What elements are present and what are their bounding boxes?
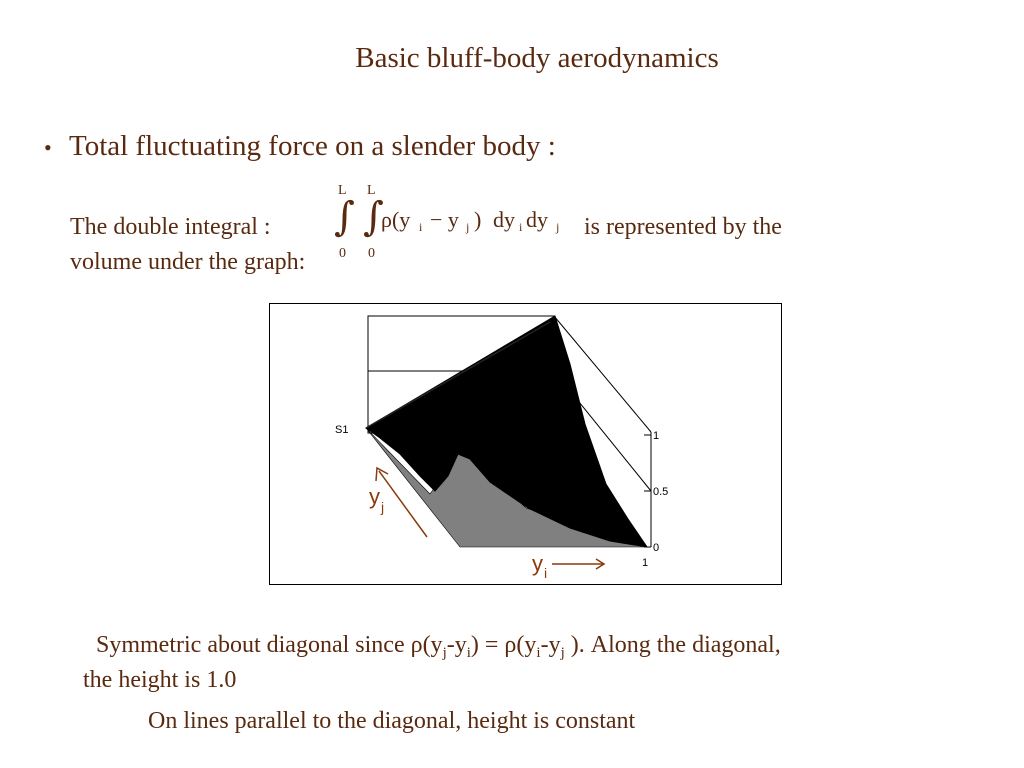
integrand-sub-j: j bbox=[466, 220, 470, 234]
upper-limit-1: L bbox=[338, 183, 347, 198]
z-tick-0: 0 bbox=[653, 542, 660, 554]
yi-arrow bbox=[552, 559, 604, 569]
differential-2: dy bbox=[526, 207, 548, 232]
series-label: S1 bbox=[335, 424, 349, 436]
integral-sign-1: ∫ bbox=[334, 194, 355, 240]
lower-limit-1: 0 bbox=[339, 246, 346, 261]
differential-2-sub: j bbox=[556, 220, 560, 234]
yi-label-sub: i bbox=[544, 565, 548, 581]
bullet-marker: • bbox=[44, 135, 52, 160]
slide-title: Basic bluff-body aerodynamics bbox=[355, 42, 719, 74]
differential-1: dy bbox=[493, 207, 515, 232]
z-axis bbox=[644, 435, 651, 547]
z-tick-0-5: 0.5 bbox=[653, 486, 669, 498]
intro-text: The double integral : bbox=[70, 214, 271, 240]
sym-dash1: -y bbox=[446, 632, 467, 658]
symmetric-note-line2: the height is 1.0 bbox=[83, 667, 237, 693]
bullet-text: Total fluctuating force on a slender body : bbox=[69, 130, 556, 162]
yj-label-sub: j bbox=[381, 499, 385, 515]
integral-sign-2: ∫ bbox=[363, 194, 384, 240]
integrand-close: ) bbox=[474, 207, 482, 232]
sym-sub-j-a: j bbox=[442, 645, 447, 661]
integrand: ρ(y bbox=[381, 207, 411, 232]
z-tick-1: 1 bbox=[653, 430, 660, 442]
sym-sub-i-b: i bbox=[536, 645, 541, 661]
intro-tail-text: is represented by the bbox=[584, 214, 782, 240]
double-integral-formula bbox=[330, 180, 580, 265]
sym-dash2: -y bbox=[540, 632, 561, 658]
lower-limit-2: 0 bbox=[368, 246, 375, 261]
integrand-sub-i: i bbox=[419, 220, 423, 234]
yi-label: y bbox=[532, 551, 543, 576]
surface-chart bbox=[269, 303, 782, 585]
upper-limit-2: L bbox=[367, 183, 376, 198]
sym-part2: ). Along the diagonal, bbox=[564, 632, 781, 658]
symmetric-note bbox=[96, 632, 781, 662]
sym-sub-j-b: j bbox=[560, 645, 565, 661]
sym-part1: Symmetric about diagonal since ρ(y bbox=[96, 632, 443, 658]
x-tick-1: 1 bbox=[642, 557, 649, 569]
sym-sub-i-a: i bbox=[466, 645, 471, 661]
intro-line2: volume under the graph: bbox=[70, 249, 306, 275]
differential-1-sub: i bbox=[519, 220, 523, 234]
sym-mid: ) = ρ(y bbox=[470, 632, 537, 658]
yj-label: y bbox=[369, 484, 380, 509]
parallel-note: On lines parallel to the diagonal, height is constant bbox=[148, 708, 636, 734]
surface-plot-svg bbox=[270, 304, 783, 586]
integrand-minus: − y bbox=[430, 207, 459, 232]
